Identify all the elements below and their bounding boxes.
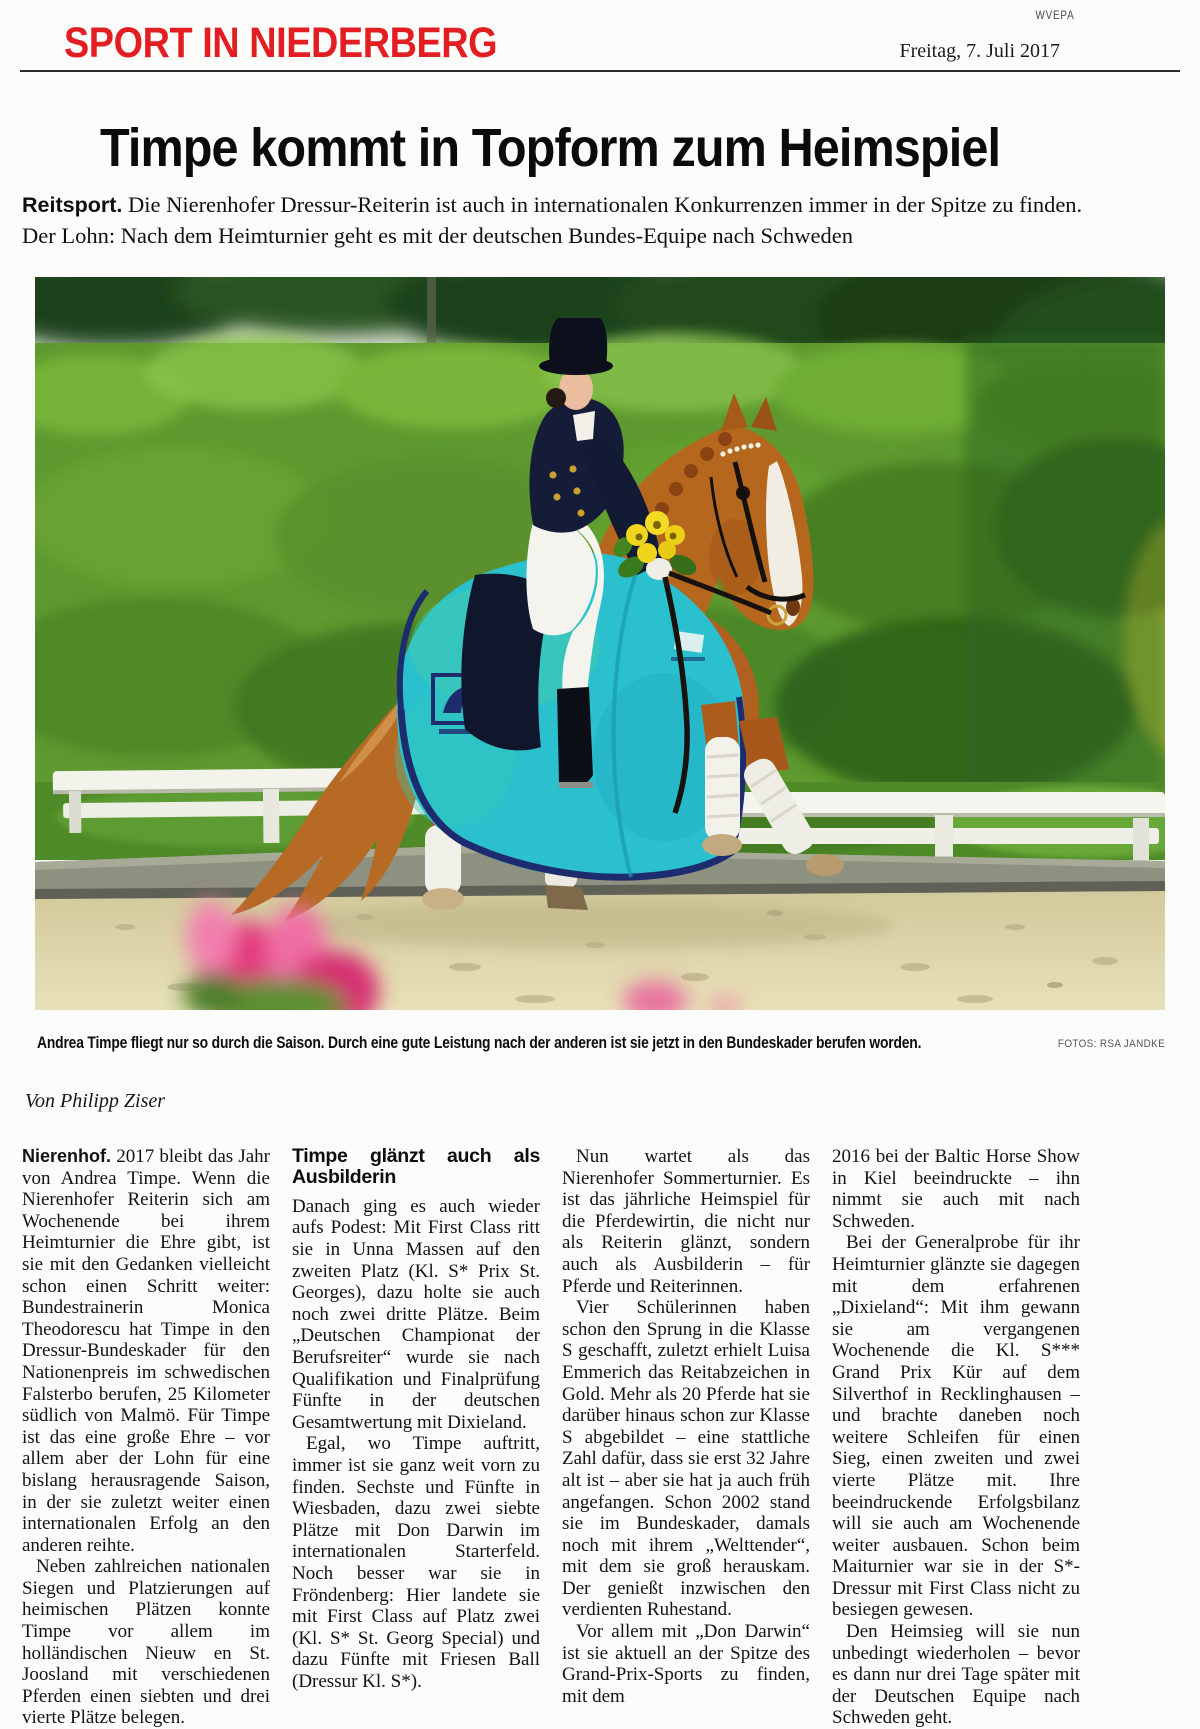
paragraph: Den Heimsieg will sie nun unbedingt wiederholen – bevor es dann nur drei Tage später mit der Deutschen Equipe nach Schweden geht. <box>832 1621 1080 1729</box>
article-body <box>22 1145 1084 1729</box>
paragraph: Nun wartet als das Nierenhofer Sommerturnier. Es ist das jährliche Heimspiel für die Pferdewirtin, die nicht nur als Reiterin glänzt, sondern auch als Ausbilderin – für Pferde und Reiterinnen. <box>562 1146 810 1297</box>
paragraph <box>22 1146 270 1556</box>
paragraph-text: 2017 bleibt das Jahr von Andrea Timpe. Wenn die Nierenhofer Reiterin sich am Wochenende bei ihrem Heimturnier die Ehre gibt, ist sie mit den Gedanken vielleicht schon einen Schritt weiter: Bundestrainerin Monica Theodorescu hat Timpe in den Dressur-Bundeskader für den Nationenpreis im schwedischen Falsterbo berufen, 25 Kilometer südlich von Malmö. Für Timpe ist das eine große Ehre – vor allem aber der Lohn für eine bislang herausragende Saison, in der sie zuletzt weiter einen internationalen Erfolg an den anderen reihte. <box>22 1146 270 1556</box>
standfirst-kicker: Reitsport. <box>22 193 123 217</box>
paragraph: Vor allem mit „Don Darwin“ ist sie aktuell an der Spitze des Grand-Prix-Sports zu finden, mit dem <box>562 1621 810 1707</box>
tree-trunk <box>427 277 436 353</box>
masthead-rule <box>20 70 1180 72</box>
article-column-4 <box>832 1146 1080 1729</box>
article-headline: Timpe kommt in Topform zum Heimspiel <box>99 118 1001 178</box>
rider-boot <box>557 687 593 788</box>
photo-illustration <box>35 277 1165 1010</box>
stirrup <box>559 782 593 788</box>
paragraph: Bei der Generalprobe für ihr Heimturnier glänzte sie dagegen mit dem erfahrenen „Dixieland“: Mit ihm gewann sie am vergangenen Wochenende die Kl. S*** Grand Prix Kür auf dem Silverthof in Recklinghausen – und brachte daneben noch weitere Schleifen für einen Sieg, einen zweiten und zwei vierte Plätze mit. Ihre beeindruckende Erfolgsbilanz will sie auch am Wochenende weiter ausbauen. Schon beim Maiturnier war sie in der S*-Dressur mit First Class nicht zu besiegen gewesen. <box>832 1232 1080 1621</box>
photo-caption: Andrea Timpe fliegt nur so durch die Saison. Durch eine gute Leistung nach der anderen ist sie jetzt in den Bundeskader berufen worden. <box>37 1034 922 1052</box>
article-column-1 <box>22 1146 270 1729</box>
article-column-2 <box>292 1146 540 1693</box>
standfirst-text: Die Nierenhofer Dressur-Reiterin ist auch in internationalen Konkurrenzen immer in der Spitze zu finden. Der Lohn: Nach dem Heimturnier geht es mit der deutschen Bundes-Equipe nach Schweden <box>22 192 1083 248</box>
photo-credit: FOTOS: RSA JANDKE <box>1057 1038 1165 1050</box>
column-subhead: Timpe glänzt auch als Ausbilderin <box>292 1145 540 1189</box>
paragraph: Vier Schülerinnen haben schon den Sprung in die Klasse S geschafft, zuletzt erhielt Luisa Emmerich das Reitabzeichen in Gold. Mehr als 20 Pferde hat sie darüber hinaus schon zur Klasse S abgebildet – eine stattliche Zahl dafür, dass sie erst 32 Jahre alt ist – aber sie hat ja auch früh angefangen. Schon 2002 stand sie im Bundeskader, damals noch mit ihrem „Welttender“, mit dem sie groß herauskam. Der genießt inzwischen den verdienten Ruhestand. <box>562 1297 810 1621</box>
standfirst <box>22 190 1106 251</box>
article-column-3 <box>562 1146 810 1707</box>
section-title: SPORT IN NIEDERBERG <box>64 19 498 67</box>
paragraph: 2016 bei der Baltic Horse Show in Kiel beeindruckte – ihn nimmt sie auch mit nach Schweden. <box>832 1146 1080 1232</box>
paragraph: Egal, wo Timpe auftritt, immer ist sie ganz weit vorn zu finden. Sechste und Fünfte in Wiesbaden, dazu zwei siebte Plätze mit Don Darwin im internationalen Starterfeld. Noch besser war sie in Fröndenberg: Hier landete sie mit First Class auf Platz zwei (Kl. S* St. Georg Special) und dazu Fünfte mit Friesen Ball (Dressur Kl. S*). <box>292 1433 540 1692</box>
agency-code: WVEPA <box>1035 8 1074 22</box>
paragraph: Danach ging es auch wieder aufs Podest: Mit First Class ritt sie in Unna Massen auf den zweiten Platz (Kl. S* Prix St. Georges), dazu holte sie auch noch zwei dritte Plätze. Beim „Deutschen Championat der Berufsreiter“ wurde sie nach Qualifikation und Finalprüfung Fünfte in der deutschen Gesamtwertung mit Dixieland. <box>292 1195 540 1433</box>
paragraph-lead: Nierenhof. <box>22 1146 112 1166</box>
horse-shadow <box>295 901 895 949</box>
paragraph: Neben zahlreichen nationalen Siegen und Platzierungen auf heimischen Plätzen konnte Timpe vor allem im holländischen Nieuw en St. Joosland mit verschiedenen Pferden einen siebten und drei vierte Plätze belegen. <box>22 1556 270 1729</box>
rider-hair <box>546 388 566 408</box>
caption-row <box>37 1033 1165 1057</box>
byline: Von Philipp Ziser <box>25 1090 166 1112</box>
article-photo <box>35 277 1165 1010</box>
issue-date: Freitag, 7. Juli 2017 <box>899 40 1060 62</box>
